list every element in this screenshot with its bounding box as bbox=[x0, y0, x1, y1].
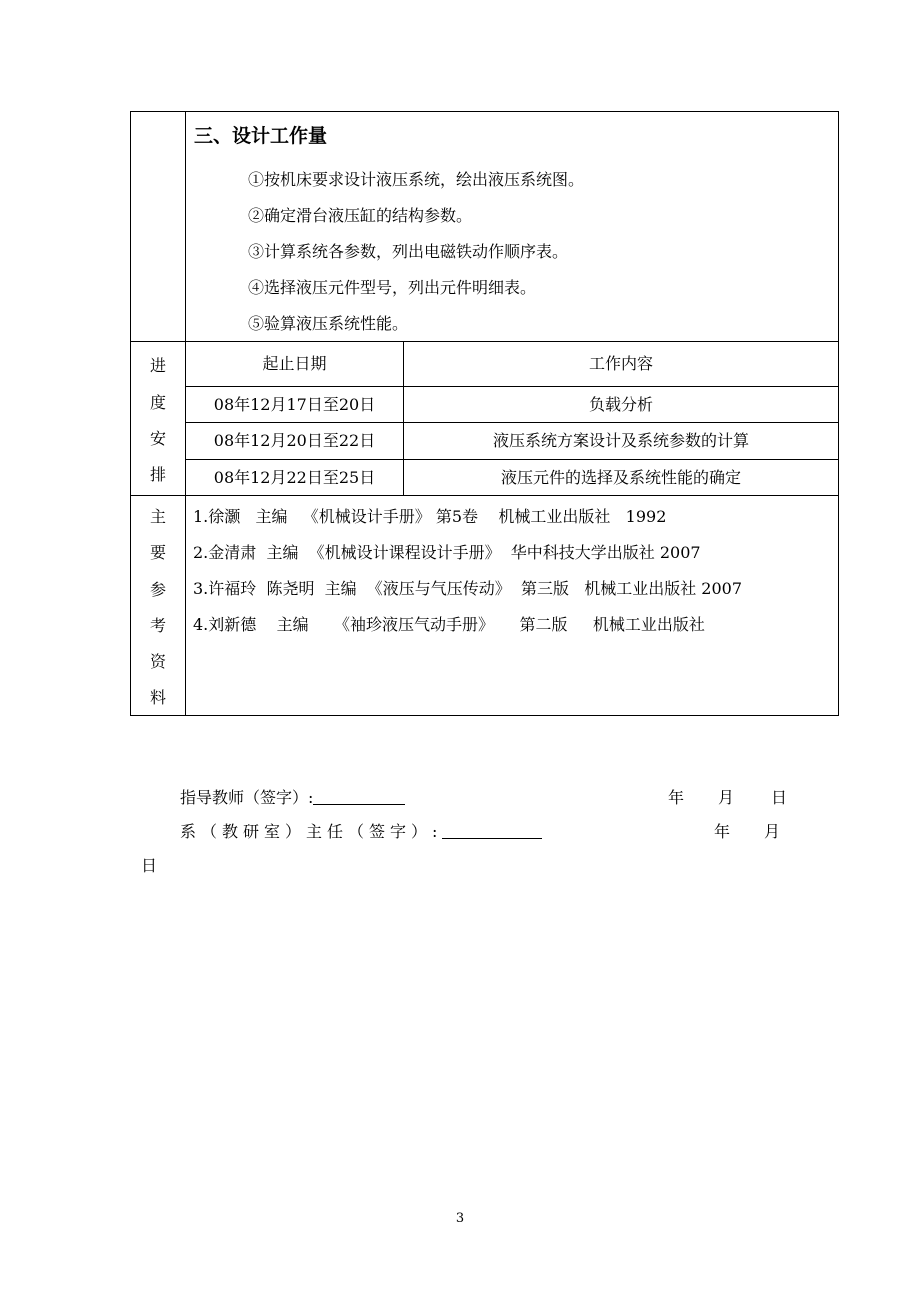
references-label-char: 考 bbox=[149, 616, 166, 635]
table-right-border bbox=[838, 111, 839, 716]
table-row-divider bbox=[130, 495, 839, 496]
references-label-char: 资 bbox=[149, 652, 166, 671]
head-signature-field[interactable] bbox=[442, 822, 542, 839]
head-date-year: 年 bbox=[714, 822, 731, 841]
schedule-label-char: 排 bbox=[149, 465, 166, 484]
work-item: ①按机床要求设计液压系统，绘出液压系统图。 bbox=[248, 170, 585, 189]
work-item: ②确定滑台液压缸的结构参数。 bbox=[248, 206, 473, 225]
page-number: 3 bbox=[455, 1211, 465, 1226]
schedule-label-char: 安 bbox=[149, 429, 166, 448]
reference-item: 2.金清肃 主编 《机械设计课程设计手册》 华中科技大学出版社 2007 bbox=[193, 543, 701, 562]
work-item: ④选择液压元件型号，列出元件明细表。 bbox=[248, 278, 537, 297]
reference-item: 1.徐灏 主编 《机械设计手册》 第5卷 机械工业出版社 1992 bbox=[193, 507, 667, 526]
reference-item: 4.刘新德 主编 《袖珍液压气动手册》 第二版 机械工业出版社 bbox=[193, 615, 705, 634]
advisor-signature-field[interactable] bbox=[313, 788, 405, 805]
head-signature-line bbox=[180, 822, 542, 842]
advisor-signature-label: 指导教师（签字）: bbox=[180, 788, 314, 807]
advisor-date-year: 年 bbox=[668, 788, 685, 807]
schedule-header-content: 工作内容 bbox=[588, 354, 653, 373]
advisor-date-day: 日 bbox=[771, 788, 788, 807]
references-label-char: 主 bbox=[149, 507, 166, 526]
table-top-border bbox=[130, 111, 839, 112]
section-heading: 三、设计工作量 bbox=[194, 125, 328, 147]
references-label-char: 参 bbox=[149, 580, 166, 599]
work-item: ⑤验算液压系统性能。 bbox=[248, 314, 409, 333]
table-row-divider bbox=[185, 386, 839, 387]
table-row-divider bbox=[185, 422, 839, 423]
schedule-row-content: 液压系统方案设计及系统参数的计算 bbox=[492, 431, 749, 450]
schedule-row-content: 负载分析 bbox=[588, 395, 653, 414]
schedule-row-date: 08年12月17日至20日 bbox=[213, 395, 376, 414]
advisor-date-month: 月 bbox=[718, 788, 735, 807]
schedule-header-date: 起止日期 bbox=[262, 354, 327, 373]
references-label-char: 料 bbox=[149, 688, 166, 707]
schedule-label-char: 度 bbox=[149, 393, 166, 412]
schedule-label-char: 进 bbox=[149, 356, 166, 375]
table-row-divider bbox=[185, 459, 839, 460]
head-signature-label: 系（教研室）主任（签字）: bbox=[180, 822, 443, 841]
table-row-divider bbox=[130, 341, 839, 342]
advisor-signature-line bbox=[180, 788, 405, 808]
schedule-row-date: 08年12月20日至22日 bbox=[213, 431, 376, 450]
work-item: ③计算系统各参数，列出电磁铁动作顺序表。 bbox=[248, 242, 569, 261]
schedule-row-content: 液压元件的选择及系统性能的确定 bbox=[500, 468, 741, 487]
schedule-row-date: 08年12月22日至25日 bbox=[213, 468, 376, 487]
references-label-char: 要 bbox=[149, 543, 166, 562]
head-date-month: 月 bbox=[764, 822, 781, 841]
reference-item: 3.许福玲 陈尧明 主编 《液压与气压传动》 第三版 机械工业出版社 2007 bbox=[193, 579, 743, 598]
table-bottom-border bbox=[130, 715, 839, 716]
head-date-day: 日 bbox=[141, 856, 158, 875]
